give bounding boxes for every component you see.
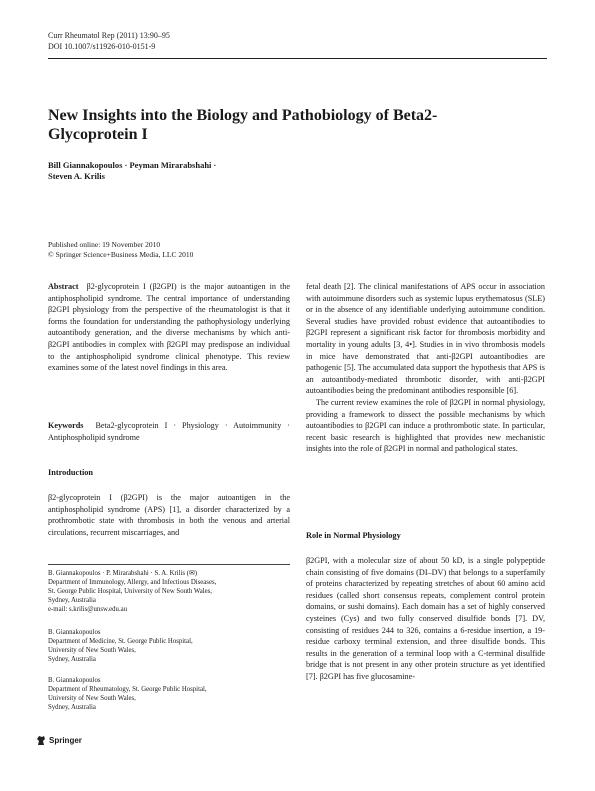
affiliation-2 (48, 628, 290, 664)
abstract-label: Abstract (48, 282, 79, 291)
affiliation-1 (48, 569, 290, 614)
springer-horse-icon (36, 735, 46, 746)
keywords (48, 420, 290, 443)
keywords-label: Keywords (48, 421, 84, 430)
journal-citation: Curr Rheumatol Rep (2011) 13:90–95 (48, 31, 170, 40)
affiliation-line: Department of Rheumatology, St. George Public Hospital, (48, 686, 207, 694)
copyright: © Springer Science+Business Media, LLC 2010 (48, 250, 194, 259)
role-text: β2GPI, with a molecular size of about 50 kD, is a single polypeptide chain consisting of five domains (DI–DV) that belongs to a superfamily of proteins characterized by repeating stretches of about 60 amino acid residues (called short consensus repeats, complement control protein domains, or sushi domains). Each domain has a set of highly conserved cysteines (Cys) and two fully conserved disulfide bonds [7]. DV, consisting of residues 244 to 326, contains a 6-residue insertion, a 19-residue carboxy terminal extension, and three disulfide bonds. This results in the generation of a terminal loop with a C-terminal disulfide bridge that is not present in any other protein structure as yet identified [7]. β2GPI has five glucosamine- (306, 556, 545, 681)
header-rule (48, 58, 547, 59)
affiliation-email[interactable]: e-mail: s.krilis@unsw.edu.au (48, 606, 128, 614)
affiliation-line: St. George Public Hospital, University of New South Wales, (48, 588, 213, 596)
article-title: New Insights into the Biology and Pathobiology of Beta2-Glycoprotein I (48, 107, 438, 143)
authors-line-1: Bill Giannakopoulos · Peyman Mirarabshahi · (48, 160, 217, 170)
affiliation-3 (48, 676, 290, 712)
authors-line-2: Steven A. Krilis (48, 171, 105, 181)
publisher-logo (36, 735, 82, 746)
author-list (48, 160, 348, 182)
role-heading: Role in Normal Physiology (306, 531, 401, 540)
affiliation-line: University of New South Wales, (48, 695, 136, 703)
publication-info (48, 240, 193, 260)
affiliation-names: B. Giannakopoulos · P. Mirarabshahi · S. A. Krilis (✉) (48, 570, 197, 577)
affiliation-line: Department of Medicine, St. George Public Hospital, (48, 638, 193, 646)
affiliation-line: Sydney, Australia (48, 597, 96, 605)
introduction-heading: Introduction (48, 468, 94, 477)
affiliation-names: B. Giannakopoulos (48, 677, 101, 684)
affiliation-line: University of New South Wales, (48, 647, 136, 655)
affiliation-line: Department of Immunology, Allergy, and Infectious Diseases, (48, 579, 217, 587)
intro-paragraph-1: fetal death [2]. The clinical manifestations of APS occur in association with autoimmune disorders such as systemic lupus erythematosus (SLE) or in the absence of any identifiable underlying autoimmune condition. Several studies have provided robust evidence that autoantibodies to β2GPI represent a significant risk factor for thrombosis morbidity and mortality in young adults [3, 4•]. Studies in in vivo thrombosis models in mice have demonstrated that anti-β2GPI autoantibodies are pathogenic [5]. The accumulated data support the hypothesis that APS is an autoantibody-mediated thrombotic disorder, with anti-β2GPI autoantibodies being the predominant antibodies responsible [6]. (306, 282, 545, 396)
intro-paragraph-2: The current review examines the role of β2GPI in normal physiology, providing a framework to dissect the possible mechanisms by which autoantibodies to β2GPI can induce a prothrombotic state. In particular, recent basic research is highlighted that provides new mechanistic insights into the role of β2GPI in normal and pathological states. (306, 397, 545, 454)
abstract-text: β2-glycoprotein I (β2GPI) is the major autoantigen in the antiphospholipid syndrome. The central importance of understanding β2GPI physiology from the perspective of the rheumatologist is that it forms the foundation for understanding the pathophysiology underlying autoantibody generation, and the diverse mechanisms by which anti-β2GPI antibodies in complex with β2GPI may predispose an individual to the antiphospholipid syndrome clinical phenotype. This review examines some of the latest novel findings in this area. (48, 282, 290, 373)
keywords-text: Beta2-glycoprotein I · Physiology · Autoimmunity · Antiphospholipid syndrome (48, 421, 291, 442)
affiliation-names: B. Giannakopoulos (48, 629, 101, 636)
intro-continued (306, 281, 545, 455)
publisher-name: Springer (49, 736, 82, 745)
published-date: Published online: 19 November 2010 (48, 240, 161, 249)
running-header (48, 30, 170, 52)
abstract (48, 281, 290, 374)
introduction-text: β2-glycoprotein I (β2GPI) is the major autoantigen in the antiphospholipid syndrome (APS) [1], a disorder characterized by a prothrombotic state with thrombosis in both the venous and arterial circulations, recurrent miscarriages, and (48, 493, 290, 537)
doi: DOI 10.1007/s11926-010-0151-9 (48, 42, 156, 51)
footnote-rule (48, 564, 290, 565)
affiliation-line: Sydney, Australia (48, 656, 96, 664)
affiliation-line: Sydney, Australia (48, 704, 96, 712)
